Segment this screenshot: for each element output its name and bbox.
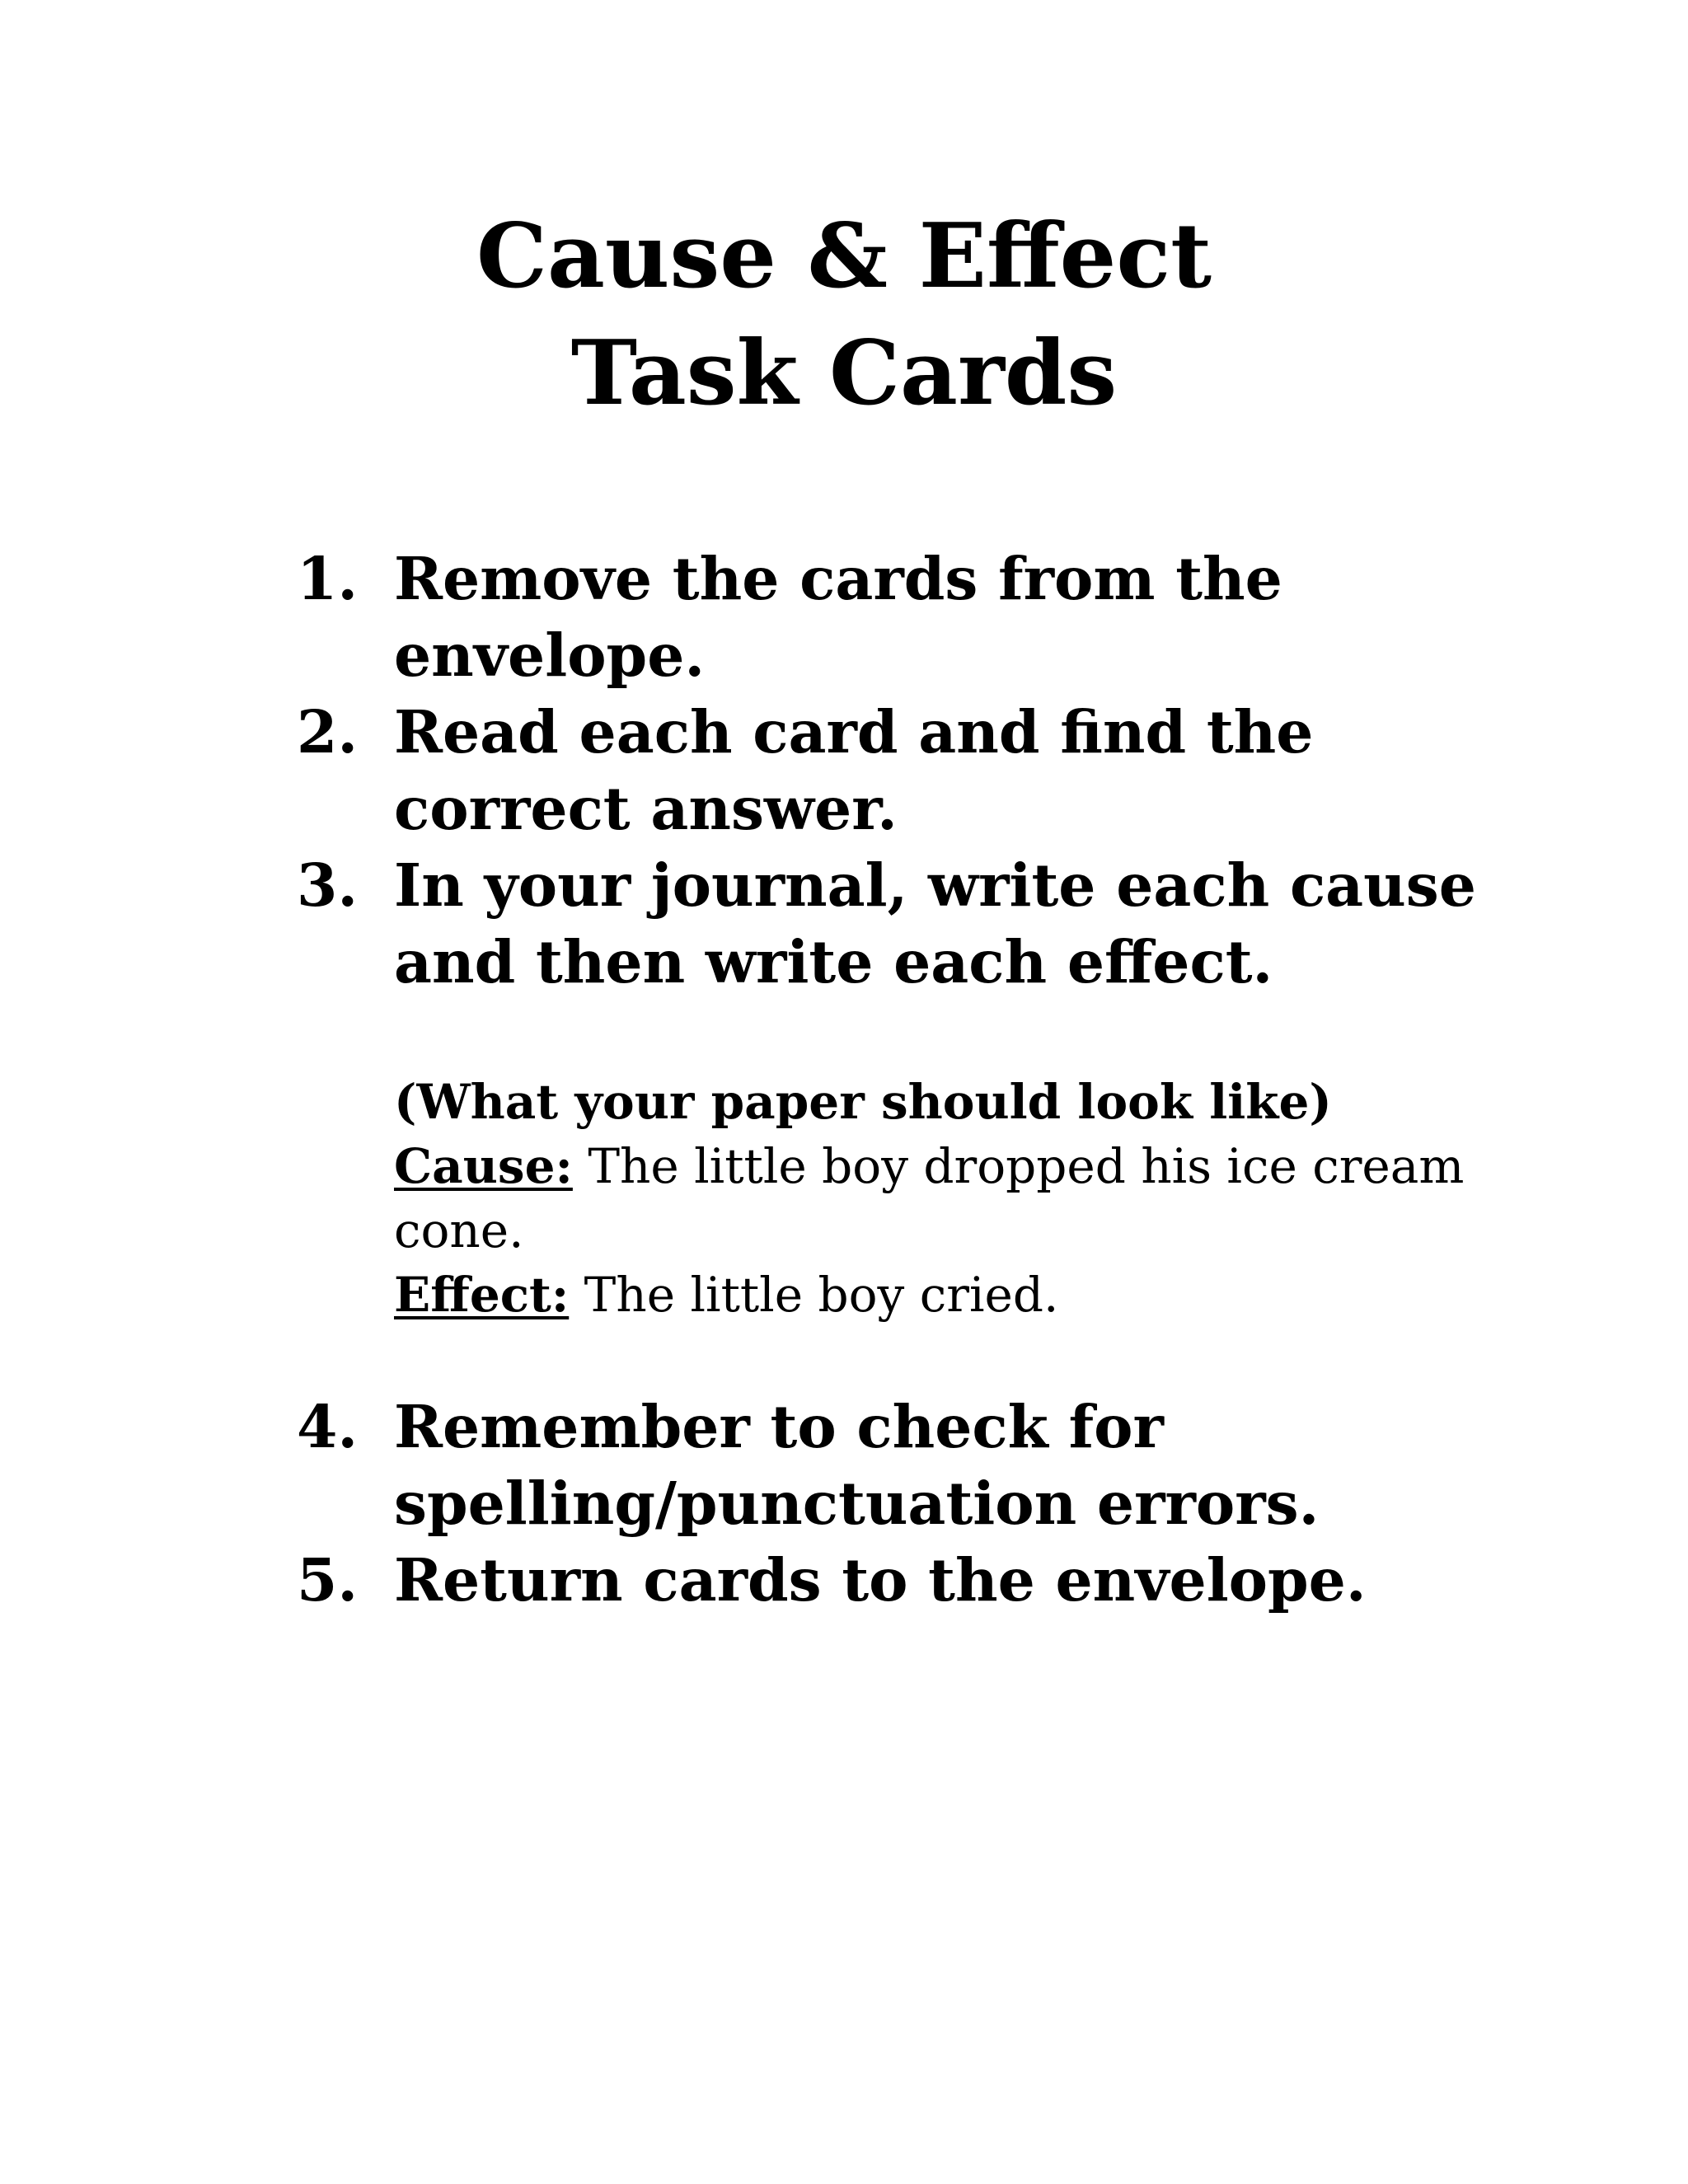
step-text: Return cards to the envelope.: [394, 1545, 1367, 1615]
page-title: [0, 198, 1688, 432]
instruction-list-top: [297, 541, 1533, 1001]
step-text: Remove the cards from the envelope.: [394, 544, 1282, 690]
step-text: Remember to check for spelling/punctuation errors.: [394, 1392, 1320, 1538]
step-1: [297, 541, 1533, 694]
title-line-1: Cause & Effect: [476, 204, 1212, 308]
step-text: In your journal, write each cause and then write each effect.: [394, 851, 1476, 996]
cause-text: The little boy dropped his ice cream cone.: [394, 1138, 1465, 1258]
step-5: [297, 1542, 1533, 1619]
step-number: 2.: [297, 697, 359, 766]
step-number: 1.: [297, 544, 359, 613]
step-number: 3.: [297, 851, 359, 920]
step-number: 5.: [297, 1545, 359, 1615]
example-cause: [394, 1134, 1564, 1263]
step-4: [297, 1389, 1533, 1542]
effect-label: Effect:: [394, 1267, 570, 1323]
example-block: [394, 1070, 1564, 1327]
cause-label: Cause:: [394, 1138, 573, 1194]
step-2: [297, 694, 1533, 847]
example-effect: [394, 1263, 1564, 1327]
instruction-list-bottom: [297, 1389, 1533, 1619]
step-3: [297, 847, 1533, 1001]
step-text: Read each card and find the correct answer.: [394, 697, 1314, 843]
title-line-2: Task Cards: [570, 321, 1118, 425]
step-number: 4.: [297, 1392, 359, 1461]
example-heading: (What your paper should look like): [394, 1074, 1332, 1130]
effect-text: The little boy cried.: [569, 1267, 1059, 1323]
